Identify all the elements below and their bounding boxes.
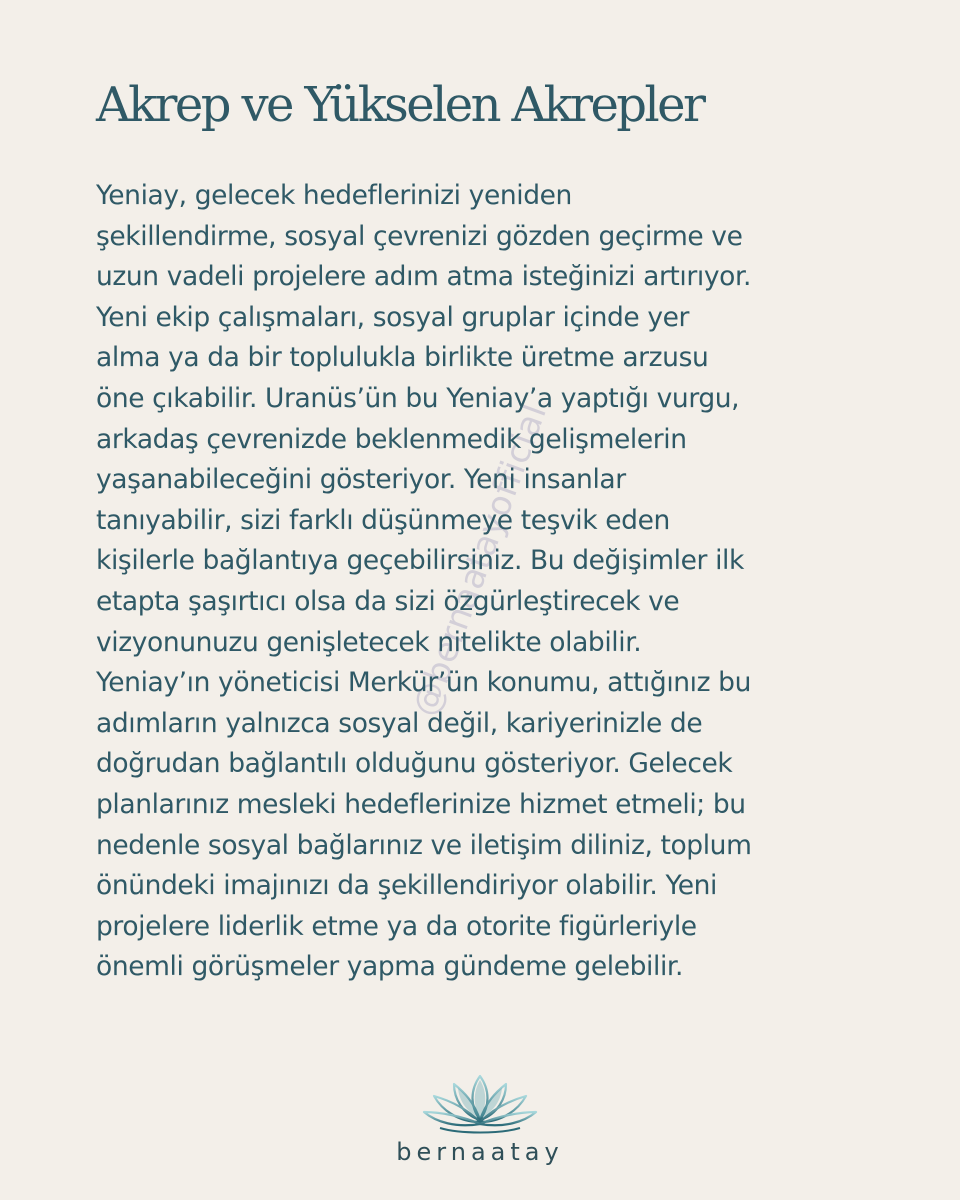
text-line: alma ya da bir toplulukla birlikte üretme arzusu [96,342,709,374]
text-line: nedenle sosyal bağlarınız ve iletişim diliniz, toplum [96,829,752,861]
text-line: Yeni ekip çalışmaları, sosyal gruplar içinde yer [96,301,690,333]
brand-name: bernaatay [396,1138,564,1166]
text-line: Yeniay, gelecek hedeflerinizi yeniden [96,180,572,211]
text-line: projelere liderlik etme ya da otorite figürleriyle [96,910,697,942]
text-line: Yeniay’ın yöneticisi Merkür’ün konumu, attığınız bu [96,667,751,699]
watermark: @bernaatayofficial [404,398,556,722]
text-line: kişilerle bağlantıya geçebilirsiniz. Bu değişimler ilk [96,545,744,577]
text-line: arkadaş çevrenizde beklenmedik gelişmelerin [96,423,687,455]
text-line: etapta şaşırtıcı olsa da sizi özgürleştirecek ve [96,585,680,617]
body-text [96,176,886,988]
text-line: adımların yalnızca sosyal değil, kariyerinizle de [96,707,703,739]
text-line: doğrudan bağlantılı olduğunu gösteriyor. Gelecek [96,748,733,780]
text-line: şekillendirme, sosyal çevrenizi gözden geçirme ve [96,220,743,252]
text-line: planlarınız mesleki hedeflerinize hizmet etmeli; bu [96,788,746,820]
text-line: önemli görüşmeler yapma gündeme gelebilir. [96,951,683,983]
text-line: vizyonunuzu genişletecek nitelikte olabilir. [96,626,642,658]
text-line: yaşanabileceğini gösteriyor. Yeni insanlar [96,464,626,496]
lotus-icon [420,1068,540,1138]
text-line: uzun vadeli projelere adım atma isteğinizi artırıyor. [96,261,752,293]
text-line: önündeki imajınızı da şekillendiriyor olabilir. Yeni [96,870,717,902]
page-title: Akrep ve Yükselen Akrepler [96,77,704,133]
text-line: tanıyabilir, sizi farklı düşünmeye teşvik eden [96,504,670,536]
text-line: öne çıkabilir. Uranüs’ün bu Yeniay’a yaptığı vurgu, [96,382,740,414]
